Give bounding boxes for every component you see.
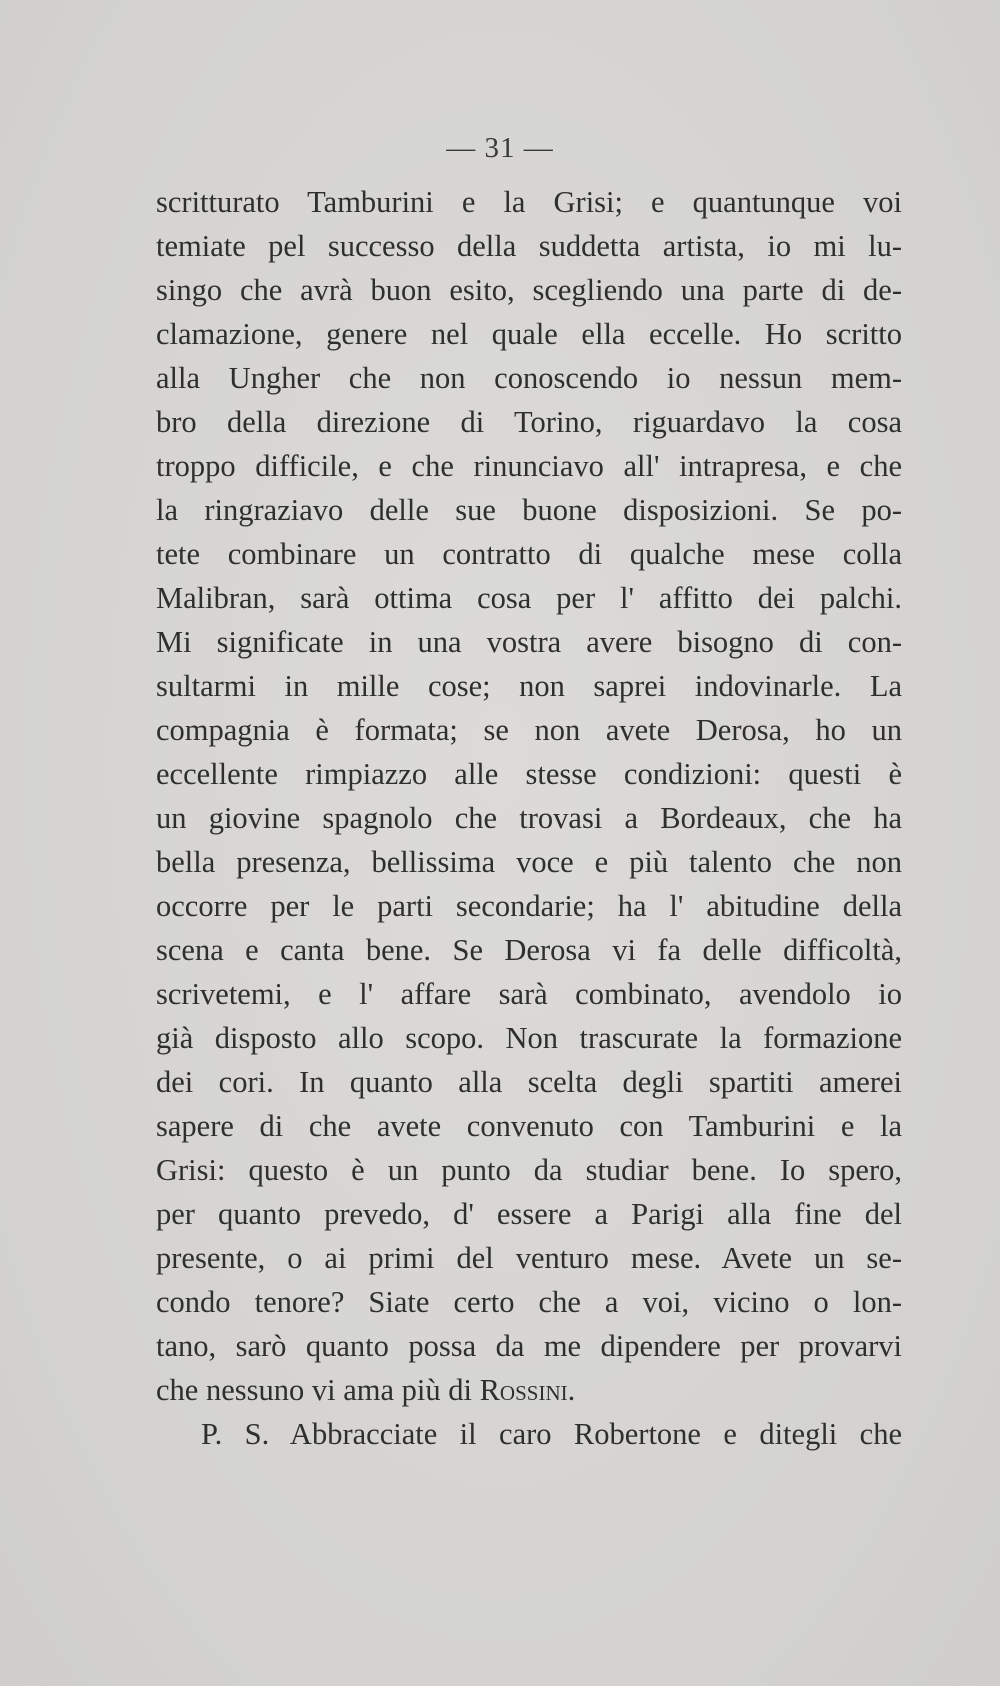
text-line: Mi significate in una vostra avere bisogno di con- xyxy=(156,625,902,659)
text-line: sultarmi in mille cose; non saprei indovinarle. La xyxy=(156,669,902,703)
text-line: Grisi: questo è un punto da studiar bene. Io spero, xyxy=(156,1153,902,1187)
closing-line-text: che nessuno vi ama più di xyxy=(156,1373,480,1407)
text-line: tano, sarò quanto possa da me dipendere per provarvi xyxy=(156,1329,902,1363)
text-line: bro della direzione di Torino, riguardavo la cosa xyxy=(156,405,902,439)
text-line: scena e canta bene. Se Derosa vi fa delle difficoltà, xyxy=(156,933,902,967)
text-line: tete combinare un contratto di qualche mese colla xyxy=(156,537,902,571)
letter-body xyxy=(156,180,902,1456)
closing-line xyxy=(156,1368,902,1412)
text-line: per quanto prevedo, d' essere a Parigi alla fine del xyxy=(156,1197,902,1231)
signature: Rossini. xyxy=(479,1373,576,1407)
text-line: dei cori. In quanto alla scelta degli spartiti amerei xyxy=(156,1065,902,1099)
text-line: presente, o ai primi del venturo mese. Avete un se- xyxy=(156,1241,902,1275)
text-line: occorre per le parti secondarie; ha l' abitudine della xyxy=(156,889,902,923)
text-line: compagnia è formata; se non avete Derosa, ho un xyxy=(156,713,902,747)
text-line: alla Ungher che non conoscendo io nessun mem- xyxy=(156,361,902,395)
text-line: singo che avrà buon esito, scegliendo una parte di de- xyxy=(156,273,902,307)
text-line: troppo difficile, e che rinunciavo all' intrapresa, e che xyxy=(156,449,902,483)
text-line: scrivetemi, e l' affare sarà combinato, avendolo io xyxy=(156,977,902,1011)
text-line: già disposto allo scopo. Non trascurate la formazione xyxy=(156,1021,902,1055)
text-line: eccellente rimpiazzo alle stesse condizioni: questi è xyxy=(156,757,902,791)
page-number: — 31 — xyxy=(446,132,554,164)
text-line: clamazione, genere nel quale ella eccelle. Ho scritto xyxy=(156,317,902,351)
text-line: temiate pel successo della suddetta artista, io mi lu- xyxy=(156,229,902,263)
text-line: un giovine spagnolo che trovasi a Bordeaux, che ha xyxy=(156,801,902,835)
text-line: condo tenore? Siate certo che a voi, vicino o lon- xyxy=(156,1285,902,1319)
text-line: sapere di che avete convenuto con Tamburini e la xyxy=(156,1109,902,1143)
postscript-line: P. S. Abbracciate il caro Robertone e ditegli che xyxy=(201,1417,902,1451)
text-line: la ringraziavo delle sue buone disposizioni. Se po- xyxy=(156,493,902,527)
text-line: bella presenza, bellissima voce e più talento che non xyxy=(156,845,902,879)
text-line: scritturato Tamburini e la Grisi; e quantunque voi xyxy=(156,185,902,219)
text-line: Malibran, sarà ottima cosa per l' affitto dei palchi. xyxy=(156,581,902,615)
